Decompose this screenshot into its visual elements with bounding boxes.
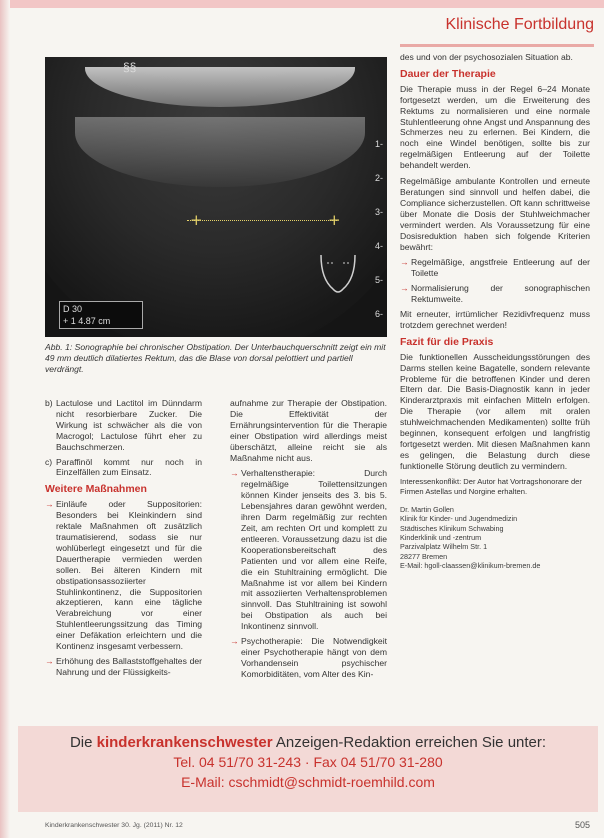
address-email[interactable]: E-Mail: hgoll-claassen@klinikum-bremen.de	[400, 561, 541, 571]
bullet-text: Einläufe oder Suppositorien: Besonders bei Kleinkindern sind rektale Maßnahmen oft zusätzlich traumatisierend, sodass sie nur wohlüberlegt eingesetzt und für die Dauertherapie vermieden werden sollen. Bei älteren Kindern mit obstipationsassoziierter Stuhlinkontinenz, die Suppositorien akzeptieren, kann eine tägliche Verabreichung vor einer Stuhlentleerungssitzung das Timing einer Defäkation erleichtern und die Kontinenz insgesamt verbessern.	[56, 499, 202, 652]
ad-phone-line: Tel. 04 51/70 31-243 · Fax 04 51/70 31-280	[173, 754, 443, 770]
header-rule	[400, 44, 594, 47]
address-line: Städtisches Klinikum Schwabing	[400, 523, 504, 533]
depth-tick: 4-	[374, 241, 383, 251]
list-label: c)	[45, 456, 53, 467]
figure-caption: Abb. 1: Sonographie bei chronischer Obstipation. Der Unterbauchquerschnitt zeigt ein mit 49 mm deutlich dilatiertes Rektum, das die Blase von dorsal pelottiert und partiell verdrängt.	[45, 342, 386, 374]
text-column-3	[400, 52, 590, 571]
footer-journal: Kinderkrankenschwester 30. Jg. (2011) Nr. 12	[45, 822, 183, 829]
bullet-item	[230, 468, 387, 632]
bullet-item	[45, 656, 202, 678]
text-column-1	[45, 398, 202, 682]
arrow-icon: →	[400, 257, 409, 268]
section-heading: Weitere Maßnahmen	[45, 483, 147, 496]
measurement-line	[187, 220, 337, 221]
probe-orientation-icon	[313, 249, 363, 299]
caliper-marker-right: +	[328, 211, 341, 229]
arrow-icon: →	[230, 468, 239, 479]
depth-tick: 2-	[374, 173, 383, 183]
address-line: Parzivalplatz Wilhelm Str. 1	[400, 542, 488, 552]
address-line: Kinderklinik und -zentrum	[400, 532, 482, 542]
ultrasound-figure	[45, 57, 387, 337]
list-label: b)	[45, 398, 53, 408]
bullet-text: Erhöhung des Ballaststoffgehaltes der Nahrung und der Flüssigkeits-	[56, 655, 202, 677]
depth-tick: 3-	[374, 207, 383, 217]
depth-tick: 1-	[374, 139, 383, 149]
depth-tick: 5-	[374, 275, 383, 285]
measurement-label: D 30	[63, 304, 83, 314]
bullet-text: Verhaltenstherapie: Durch regelmäßige Toilettensitzungen können Kinder jenseits des 3. bis 5. Lebensjahres daran gewöhnt werden, ihren Darm regelmäßig zur rechten Zeit, am rechten Ort und komplett zu entleeren. Voraussetzung dazu ist die Kooperationsbereitschaft des Patienten und vor allem eine Reife, die ein Stuhltraining ermöglicht. Die Maßnahme ist vor allem bei Kindern mit assoziierten Verhaltensproblemen sinnvoll. Das Stuhltraining ist sowohl bei Obstipation als auch bei Inkontinenz sinnvoll.	[241, 468, 387, 632]
section-header: Klinische Fortbildung	[445, 16, 594, 33]
page-edge-shadow	[0, 0, 10, 838]
bullet-item	[230, 636, 387, 680]
probe-label: §§	[123, 60, 137, 74]
address-line: Dr. Martin Gollen	[400, 504, 454, 514]
list-text: Lactulose und Lactitol im Dünndarm nicht resorbierbare Zucker. Die Wirkung ist schwächer als die von Macrogol; Lactulose führt eher zu Bauchschmerzen.	[56, 398, 202, 452]
bullet-text: Psychotherapie: Die Notwendigkeit einer Psychotherapie hängt von dem Vorhandensein psychischer Komorbiditäten, vom Alter des Kin-	[241, 636, 387, 679]
caliper-marker-left: +	[190, 211, 203, 229]
measurement-box	[59, 301, 143, 329]
author-address	[400, 505, 590, 571]
paragraph: Regelmäßige ambulante Kontrollen und erneute Beratungen sind sinnvoll und helfen dabei, die Compliance sicherzustellen. Oft kann schrittweise über Monate die Dosis der Stuhlweichmacher vermindert werden. Als Voraussetzung für eine Dosisreduktion haben sich folgende Kriterien bewährt:	[400, 176, 590, 252]
list-item	[45, 398, 202, 453]
top-color-strip	[0, 0, 604, 8]
bullet-item	[45, 499, 202, 652]
address-line: 28277 Bremen	[400, 551, 448, 561]
page-number: 505	[574, 820, 590, 830]
bullet-item	[400, 257, 590, 279]
depth-scale	[375, 127, 383, 331]
depth-tick: 6-	[374, 309, 383, 319]
arrow-icon: →	[45, 655, 54, 666]
ad-line-1	[22, 733, 594, 752]
bullet-text: Regelmäßige, angstfreie Entleerung auf der Toilette	[411, 257, 590, 279]
ad-email-line[interactable]: E-Mail: cschmidt@schmidt-roemhild.com	[181, 774, 435, 790]
bullet-item	[400, 283, 590, 305]
paragraph: des und von der psychosozialen Situation ab.	[400, 52, 573, 62]
advertisement-box	[22, 733, 594, 790]
ad-text: Die	[69, 734, 97, 751]
paragraph: Die funktionellen Ausscheidungsstörungen des Darms stellen keine Bagatelle, sondern relevante Probleme für die betroffenen Kinder und deren Eltern dar. Die Basis-Diagnostik kann in jeder Kinderarztpraxis mit einfachen Mitteln erfolgen. Die Therapie (vor allem mit oralen stuhlweichmachenden Medikamenten) sollte früh beginnen, konsequent erfolgen und langfristig fortgesetzt werden. Mit diesen Maßnahmen kann es gelingen, die Belastung durch diese funktionelle Störung deutlich zu vermindern.	[400, 351, 590, 471]
bullet-text: Normalisierung der sonographischen Rektumweite.	[411, 283, 590, 305]
text-column-2	[230, 398, 387, 684]
section-heading: Fazit für die Praxis	[400, 335, 494, 348]
ad-text: Anzeigen-Redaktion erreichen Sie unter:	[272, 734, 547, 751]
measurement-value: + 1 4.87 cm	[63, 316, 111, 326]
arrow-icon: →	[45, 499, 54, 510]
arrow-icon: →	[400, 283, 409, 294]
arrow-icon: →	[230, 636, 239, 647]
paragraph: Die Therapie muss in der Regel 6–24 Monate fortgesetzt werden, um die Erweiterung des Rektums zu normalisieren und eine normale Stuhlentleerung ohne Angst und Anspannung des Schmerzes neu zu erlernen. Bei Kindern, die noch eine Windel benötigen, sollte bis zur regelmäßigen Entleerung auf der Toilette behandelt werden.	[400, 83, 590, 171]
conflict-of-interest: Interessenkonflikt: Der Autor hat Vortragshonorare der Firmen Astellas und Norgine erhalten.	[400, 476, 582, 496]
address-line: Klinik für Kinder- und Jugendmedizin	[400, 514, 518, 524]
section-heading: Dauer der Therapie	[400, 67, 496, 80]
paragraph: aufnahme zur Therapie der Obstipation. Die Effektivität der Ernährungsintervention für die Therapie einer Obstipation wird allerdings meist überschätzt, alleine reicht sie als Maßnahme nicht aus.	[230, 398, 387, 463]
list-text: Paraffinöl kommt nur noch in Einzelfällen zum Einsatz.	[56, 456, 202, 478]
ad-highlight: kinderkrankenschwester	[96, 734, 273, 751]
list-item	[45, 457, 202, 479]
paragraph: Mit erneuter, irrtümlicher Rezidivfrequenz muss trotzdem gerechnet werden!	[400, 309, 590, 330]
